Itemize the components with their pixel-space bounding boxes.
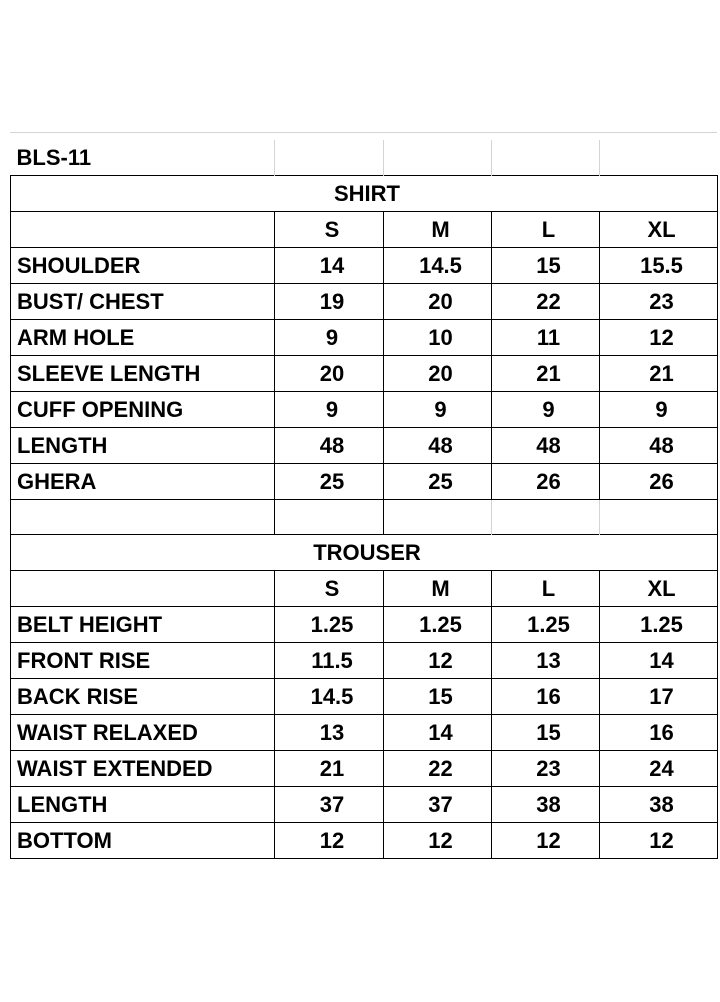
- measurement-value: 15: [492, 248, 600, 284]
- table-row: [11, 679, 718, 715]
- measurement-value: 37: [384, 787, 492, 823]
- size-header: L: [492, 212, 600, 248]
- empty-cell: [11, 500, 275, 535]
- measurement-value: 17: [600, 679, 718, 715]
- measurement-label: GHERA: [11, 464, 275, 500]
- empty-cell: [384, 500, 492, 535]
- measurement-value: 20: [384, 356, 492, 392]
- measurement-value: 1.25: [492, 607, 600, 643]
- measurement-value: 37: [275, 787, 384, 823]
- measurement-value: 16: [600, 715, 718, 751]
- measurement-value: 16: [492, 679, 600, 715]
- measurement-value: 26: [600, 464, 718, 500]
- table-row: [11, 715, 718, 751]
- measurement-value: 1.25: [600, 607, 718, 643]
- measurement-value: 13: [492, 643, 600, 679]
- measurement-value: 22: [384, 751, 492, 787]
- empty-cell: [600, 140, 718, 176]
- measurement-label: WAIST RELAXED: [11, 715, 275, 751]
- measurement-value: 1.25: [384, 607, 492, 643]
- measurement-value: 21: [275, 751, 384, 787]
- measurement-value: 15.5: [600, 248, 718, 284]
- measurement-value: 20: [384, 284, 492, 320]
- measurement-label: BUST/ CHEST: [11, 284, 275, 320]
- empty-cell: [275, 500, 384, 535]
- measurement-label: BACK RISE: [11, 679, 275, 715]
- size-header: S: [275, 571, 384, 607]
- measurement-value: 10: [384, 320, 492, 356]
- measurement-value: 48: [492, 428, 600, 464]
- size-header: S: [275, 212, 384, 248]
- measurement-label: LENGTH: [11, 428, 275, 464]
- table-row: [11, 823, 718, 859]
- measurement-value: 15: [492, 715, 600, 751]
- measurement-value: 26: [492, 464, 600, 500]
- empty-cell: [11, 212, 275, 248]
- measurement-value: 9: [275, 392, 384, 428]
- measurement-value: 48: [384, 428, 492, 464]
- measurement-value: 20: [275, 356, 384, 392]
- measurement-value: 14.5: [275, 679, 384, 715]
- measurement-value: 23: [492, 751, 600, 787]
- trouser-section-title: TROUSER: [11, 535, 718, 571]
- table-row: [11, 248, 718, 284]
- measurement-label: BOTTOM: [11, 823, 275, 859]
- sheet-gridline: [10, 132, 717, 133]
- size-chart-table: [10, 140, 718, 859]
- measurement-label: ARM HOLE: [11, 320, 275, 356]
- document-title: BLS-11: [16, 145, 92, 170]
- measurement-value: 12: [600, 320, 718, 356]
- measurement-value: 48: [600, 428, 718, 464]
- measurement-value: 14: [600, 643, 718, 679]
- measurement-value: 12: [275, 823, 384, 859]
- measurement-value: 48: [275, 428, 384, 464]
- measurement-value: 15: [384, 679, 492, 715]
- measurement-value: 11.5: [275, 643, 384, 679]
- measurement-value: 12: [600, 823, 718, 859]
- measurement-value: 23: [600, 284, 718, 320]
- size-header: XL: [600, 571, 718, 607]
- measurement-value: 1.25: [275, 607, 384, 643]
- measurement-label: FRONT RISE: [11, 643, 275, 679]
- table-row: [11, 284, 718, 320]
- empty-cell: [600, 500, 718, 535]
- measurement-value: 9: [384, 392, 492, 428]
- measurement-value: 38: [492, 787, 600, 823]
- measurement-value: 14: [384, 715, 492, 751]
- measurement-value: 12: [384, 823, 492, 859]
- empty-cell: [275, 140, 384, 176]
- table-row: [11, 356, 718, 392]
- section-header-row: [11, 535, 718, 571]
- measurement-value: 9: [275, 320, 384, 356]
- table-row: [11, 751, 718, 787]
- measurement-value: 25: [275, 464, 384, 500]
- measurement-value: 19: [275, 284, 384, 320]
- table-row: [11, 643, 718, 679]
- table-row: [11, 320, 718, 356]
- measurement-value: 21: [600, 356, 718, 392]
- measurement-label: SLEEVE LENGTH: [11, 356, 275, 392]
- measurement-value: 38: [600, 787, 718, 823]
- measurement-value: 25: [384, 464, 492, 500]
- measurement-label: LENGTH: [11, 787, 275, 823]
- section-header-row: [11, 176, 718, 212]
- measurement-label: WAIST EXTENDED: [11, 751, 275, 787]
- table-row: [11, 607, 718, 643]
- measurement-label: SHOULDER: [11, 248, 275, 284]
- measurement-value: 22: [492, 284, 600, 320]
- measurement-value: 12: [384, 643, 492, 679]
- document-title-row: [11, 140, 718, 176]
- table-row: [11, 787, 718, 823]
- measurement-value: 12: [492, 823, 600, 859]
- size-header: XL: [600, 212, 718, 248]
- table-row: [11, 428, 718, 464]
- size-header-row: [11, 571, 718, 607]
- measurement-value: 9: [600, 392, 718, 428]
- shirt-section-title: SHIRT: [11, 176, 718, 212]
- size-header-row: [11, 212, 718, 248]
- table-row: [11, 392, 718, 428]
- measurement-label: CUFF OPENING: [11, 392, 275, 428]
- empty-cell: [492, 500, 600, 535]
- size-header: M: [384, 571, 492, 607]
- measurement-value: 24: [600, 751, 718, 787]
- empty-cell: [11, 571, 275, 607]
- table-row: [11, 464, 718, 500]
- empty-cell: [492, 140, 600, 176]
- empty-cell: [384, 140, 492, 176]
- measurement-value: 14: [275, 248, 384, 284]
- measurement-value: 14.5: [384, 248, 492, 284]
- measurement-value: 13: [275, 715, 384, 751]
- spacer-row: [11, 500, 718, 535]
- size-header: L: [492, 571, 600, 607]
- measurement-label: BELT HEIGHT: [11, 607, 275, 643]
- measurement-value: 11: [492, 320, 600, 356]
- measurement-value: 21: [492, 356, 600, 392]
- measurement-value: 9: [492, 392, 600, 428]
- size-header: M: [384, 212, 492, 248]
